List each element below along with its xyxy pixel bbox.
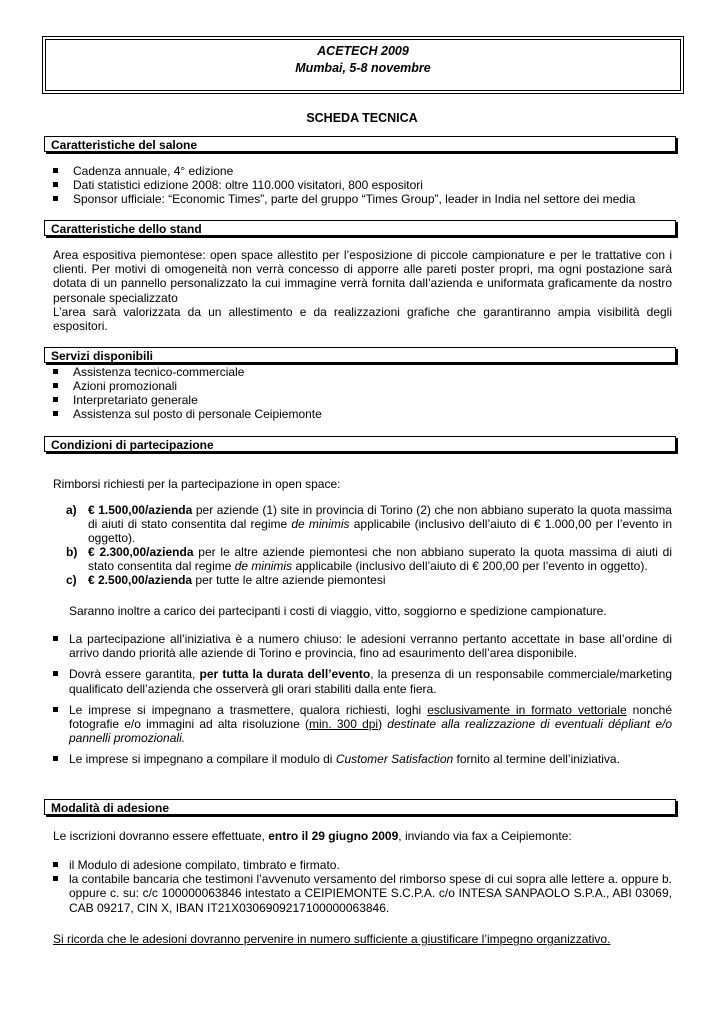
section-heading-salone: Caratteristiche del salone [44, 136, 676, 152]
bullet-icon [53, 636, 58, 641]
bullet-icon [53, 707, 58, 712]
list-item: la contabile bancaria che testimoni l’avvenuto versamento del rimborso spese di cui sopra alle lettere a. oppure b. oppure c. su: c/c 100000063846 intestato a CEIPIEMONTE S.C.P.A. c/o INTESA SANPAOLO S.P.A., ABI 03069, CAB 09217, CIN X, IBAN IT21X0306909217100000063846. [53, 872, 672, 915]
section-heading-condizioni: Condizioni di partecipazione [44, 436, 676, 452]
list-item: Sponsor ufficiale: “Economic Times”, parte del gruppo “Times Group”, leader in India nel settore dei media [53, 192, 678, 206]
list-item: c) € 2.500,00/azienda per tutte le altre aziende piemontesi [66, 573, 386, 587]
list-item: Interpretariato generale [53, 393, 678, 407]
footer-note: Si ricorda che le adesioni dovranno pervenire in numero sufficiente a giustificare l’impegno organizzativo. [53, 932, 611, 946]
costi-note: Saranno inoltre a carico dei partecipanti i costi di viaggio, vitto, soggiorno e spedizione campionature. [69, 604, 607, 618]
bullet-icon [53, 876, 58, 881]
list-item: Le imprese si impegnano a trasmettere, qualora richiesti, loghi esclusivamente in formato vettoriale nonché fotografie e/o immagini ad alta risoluzione (min. 300 dpi) destinate alla realizzazione di eventuali dépliant e/o pannelli promozionali. [53, 703, 672, 746]
section-heading-servizi: Servizi disponibili [44, 347, 676, 363]
servizi-list [53, 365, 678, 421]
adesione-intro: Le iscrizioni dovranno essere effettuate, entro il 29 giugno 2009, inviando via fax a Ceipiemonte: [53, 829, 572, 843]
rimborsi-list [66, 503, 672, 587]
list-item: Le imprese si impegnano a compilare il modulo di Customer Satisfaction fornito al termine dell’iniziativa. [53, 752, 672, 766]
list-item: La partecipazione all’iniziativa è a numero chiuso: le adesioni verranno pertanto accettate in base all’ordine di arrivo dando priorità alle aziende di Torino e provincia, fino ad esaurimento dell’area disponibile. [53, 632, 672, 660]
salone-list [53, 164, 678, 206]
bullet-icon [53, 671, 58, 676]
bullet-icon [53, 397, 58, 402]
bullet-icon [53, 411, 58, 416]
list-item: a) € 1.500,00/azienda per aziende (1) site in provincia di Torino (2) che non abbiano superato la quota massima di aiuti di stato consentita dal regime de minimis applicabile (inclusivo dell’aiuto di € 1.000,00 per l’evento in oggetto). [66, 503, 672, 545]
condizioni-list [53, 632, 672, 767]
bullet-icon [53, 383, 58, 388]
page-title: SCHEDA TECNICA [306, 111, 418, 125]
list-item: Dati statistici edizione 2008: oltre 110.000 visitatori, 800 espositori [53, 178, 678, 192]
bullet-icon [53, 369, 58, 374]
list-item: Dovrà essere garantita, per tutta la durata dell’evento, la presenza di un responsabile commerciale/marketing qualificato dell’azienda che osserverà gli orari stabiliti dalla ente fiera. [53, 667, 672, 695]
bullet-icon [53, 196, 58, 201]
bullet-icon [53, 862, 58, 867]
event-location-date: Mumbai, 5-8 novembre [295, 61, 431, 75]
list-item: Cadenza annuale, 4° edizione [53, 164, 678, 178]
bullet-icon [53, 168, 58, 173]
header-box [42, 36, 684, 94]
list-item: Assistenza tecnico-commerciale [53, 365, 678, 379]
section-heading-stand: Caratteristiche dello stand [44, 220, 676, 236]
list-item: Azioni promozionali [53, 379, 678, 393]
list-item: Assistenza sul posto di personale Ceipiemonte [53, 407, 678, 421]
stand-description: Area espositiva piemontese: open space allestito per l’esposizione di piccole campionature e per le trattative con i clienti. Per motivi di omogeneità non verrà concesso di apporre alle pareti poster propri, ma ogni postazione sarà dotata di un pannello personalizzato la cui immagine verrà fornita dall’azienda e uniformata graficamente da nostro personale specializzato L’area sarà valorizzata da un allestimento e da realizzazioni grafiche che garantiranno ampia visibilità degli espositori. [53, 248, 672, 334]
adesione-list [53, 858, 672, 915]
event-name: ACETECH 2009 [317, 44, 409, 58]
list-item: il Modulo di adesione compilato, timbrato e firmato. [53, 858, 672, 872]
rimborsi-intro: Rimborsi richiesti per la partecipazione in open space: [53, 477, 341, 491]
list-item: b) € 2.300,00/azienda per le altre aziende piemontesi che non abbiano superato la quota massima di aiuti di stato consentita dal regime de minimis applicabile (inclusivo dell’aiuto di € 200,00 per l’evento in oggetto). [66, 545, 672, 573]
bullet-icon [53, 182, 58, 187]
section-heading-adesione: Modalità di adesione [44, 799, 676, 815]
bullet-icon [53, 756, 58, 761]
